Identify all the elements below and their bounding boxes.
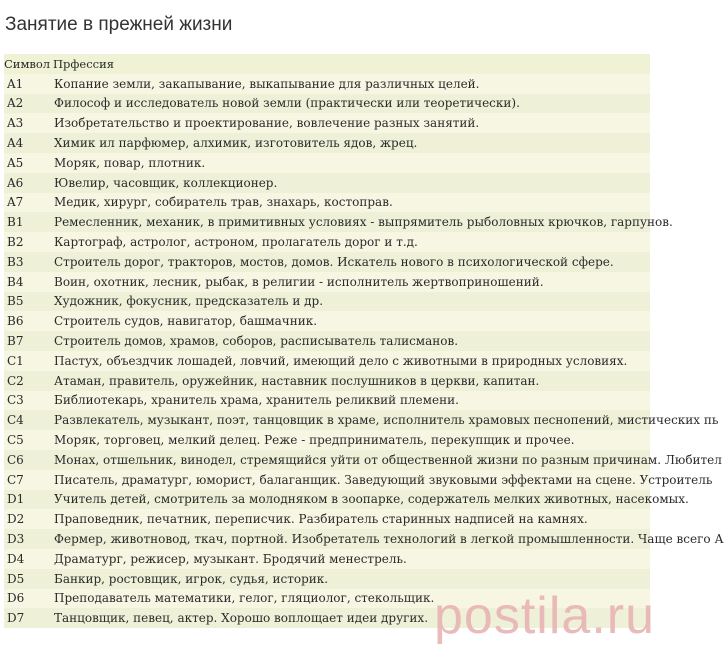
row-profession: Ремесленник, механик, в примитивных условиях - выпрямитель рыболовных крючков, гарпунов. (54, 215, 673, 230)
table-header-row (4, 54, 650, 74)
row-profession: Пастух, объездчик лошадей, ловчий, имеющий дело с животными в природных условиях. (54, 353, 628, 368)
table-row (4, 509, 650, 529)
table-row (4, 94, 650, 114)
row-symbol: B4 (7, 274, 24, 289)
table-row (4, 490, 689, 510)
row-symbol: D4 (7, 551, 25, 566)
row-symbol: D1 (7, 492, 25, 507)
table-row (4, 351, 650, 371)
table-row (4, 232, 650, 252)
table-row (4, 371, 650, 391)
row-symbol: B6 (7, 314, 24, 329)
row-symbol: B7 (7, 334, 24, 349)
table-row (4, 173, 650, 193)
row-symbol: A1 (7, 76, 24, 91)
row-profession: Развлекатель, музыкант, поэт, танцовщик в храме, исполнитель храмовых песнопений, мистических пь (54, 413, 719, 428)
row-symbol: B1 (7, 215, 24, 230)
table-row (4, 272, 650, 292)
row-profession: Копание земли, закапывание, выкапывание для различных целей. (54, 76, 480, 91)
watermark-logo: postila.ru (434, 587, 655, 645)
table-row (4, 153, 650, 173)
table-row (4, 74, 650, 94)
table-row (4, 549, 650, 569)
row-profession: Писатель, драматург, юморист, балаганщик. Заведующий звуковыми эффектами на сцене. Устроитель (54, 472, 713, 487)
row-profession: Атаман, правитель, оружейник, наставник послушников в церкви, капитан. (54, 373, 540, 388)
row-profession: Преподаватель математики, гелог, гляциолог, стекольщик. (54, 591, 435, 606)
row-profession: Строитель судов, навигатор, башмачник. (54, 314, 318, 329)
row-symbol: D6 (7, 591, 25, 606)
header-profession: Прфессия (53, 56, 114, 71)
profession-table (4, 54, 724, 628)
header-symbol: Символ (4, 56, 51, 71)
row-profession: Праповедник, печатник, переписчик. Разбиратель старинных надписей на камнях. (54, 512, 588, 527)
row-profession: Химик ил парфюмер, алхимик, изготовитель ядов, жрец. (54, 136, 418, 151)
table-row (4, 252, 650, 272)
row-profession: Философ и исследователь новой земли (практически или теоретически). (54, 96, 520, 111)
row-profession: Учитель детей, смотритель за молодняком в зоопарке, содержатель мелких животных, насекомых. (54, 492, 689, 507)
row-profession: Фермер, животновод, ткач, портной. Изобретатель технологий в легкой промышленности. Чаще всего А (54, 532, 724, 547)
row-profession: Моряк, повар, плотник. (54, 155, 206, 170)
row-symbol: B5 (7, 294, 24, 309)
row-symbol: A7 (7, 195, 24, 210)
row-profession: Воин, охотник, лесник, рыбак, в религии - исполнитель жертвоприношений. (54, 274, 544, 289)
row-symbol: C7 (7, 472, 24, 487)
row-profession: Ювелир, часовщик, коллекционер. (54, 175, 278, 190)
row-profession: Драматург, режисер, музыкант. Бродячий менестрель. (54, 551, 407, 566)
row-profession: Картограф, астролог, астроном, пролагатель дорог и т.д. (54, 235, 418, 250)
row-symbol: C2 (7, 373, 24, 388)
table-row (4, 311, 650, 331)
row-profession: Библиотекарь, хранитель храма, хранитель реликвий племени. (54, 393, 459, 408)
row-profession: Банкир, ростовщик, игрок, судья, историк. (54, 571, 329, 586)
row-symbol: C5 (7, 433, 24, 448)
row-symbol: C3 (7, 393, 24, 408)
row-symbol: A4 (7, 136, 24, 151)
row-symbol: A2 (7, 96, 24, 111)
row-symbol: C1 (7, 353, 24, 368)
row-profession: Строитель дорог, тракторов, мостов, домов. Искатель нового в психологической сфере. (54, 254, 614, 269)
table-row (4, 470, 713, 490)
table-row (4, 529, 724, 549)
row-symbol: D7 (7, 611, 25, 626)
row-symbol: B3 (7, 254, 24, 269)
row-profession: Моряк, торговец, мелкий делец. Реже - предприниматель, перекупщик и прочее. (54, 433, 575, 448)
table-row (4, 133, 650, 153)
table-row (4, 410, 719, 430)
table-row (4, 113, 650, 133)
row-symbol: A3 (7, 116, 24, 131)
table-row (4, 193, 650, 213)
row-symbol: D3 (7, 532, 25, 547)
row-profession: Строитель домов, храмов, соборов, расписыватель талисманов. (54, 334, 459, 349)
row-profession: Медик, хирург, собиратель трав, знахарь, костоправ. (54, 195, 393, 210)
row-symbol: B2 (7, 235, 24, 250)
row-symbol: A5 (7, 155, 24, 170)
row-symbol: C4 (7, 413, 24, 428)
table-row (4, 450, 722, 470)
row-profession: Монах, отшельник, винодел, стремящийся уйти от общественной жизни по разным причинам. Любител (54, 452, 722, 467)
row-symbol: D5 (7, 571, 25, 586)
table-row (4, 430, 650, 450)
table-row (4, 391, 650, 411)
row-symbol: C6 (7, 452, 24, 467)
row-profession: Художник, фокусник, предсказатель и др. (54, 294, 324, 309)
row-profession: Изобретательство и проектирование, вовлечение разных занятий. (54, 116, 480, 131)
table-row (4, 212, 673, 232)
page-title: Занятие в прежней жизни (5, 14, 233, 35)
row-symbol: A6 (7, 175, 24, 190)
row-symbol: D2 (7, 512, 25, 527)
row-profession: Танцовщик, певец, актер. Хорошо воплощает идеи других. (54, 611, 429, 626)
table-row (4, 292, 650, 312)
table-row (4, 331, 650, 351)
